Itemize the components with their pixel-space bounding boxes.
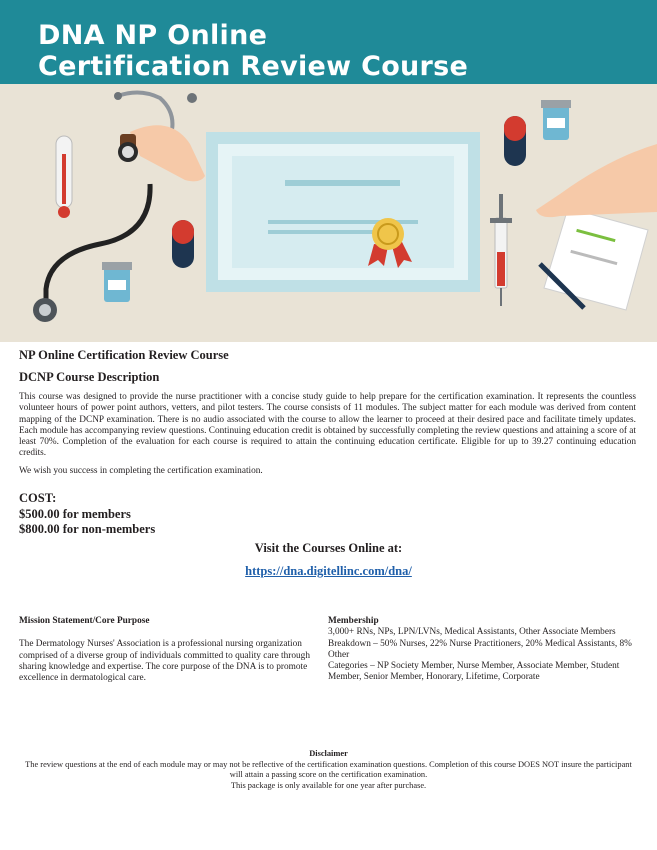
hero-svg [0, 84, 657, 342]
membership-breakdown: Breakdown – 50% Nurses, 22% Nurse Practitioners, 20% Medical Assistants, 8% Other [328, 638, 632, 660]
mission-body: The Dermatology Nurses' Association is a professional nursing organization comprised of a diverse group of individuals committed to quality care through sharing knowledge and expertise. The core purpose of the DNA is to promote excellence in dermatological care. [19, 639, 310, 684]
description-heading: DCNP Course Description [19, 370, 160, 384]
mission-label: Mission Statement/Core Purpose [19, 616, 150, 626]
membership-counts: 3,000+ RNs, NPs, LPN/LVNs, Medical Assistants, Other Associate Members [328, 627, 616, 638]
wristwatch-icon [118, 134, 138, 162]
cost-label: COST: [19, 491, 57, 505]
banner-title-line-2: Certification Review Course [38, 51, 469, 82]
membership-section [328, 616, 633, 684]
wish-text: We wish you success in completing the certification examination. [19, 466, 263, 476]
mission-section [19, 616, 319, 684]
cost-members: $500.00 for members [19, 506, 131, 521]
disclaimer-validity: This package is only available for one year after purchase. [230, 780, 427, 790]
hero-illustration [0, 84, 657, 342]
course-url-link[interactable]: https://dna.digitellinc.com/dna/ [245, 564, 412, 578]
disclaimer-text: The review questions at the end of each module may or may not be reflective of the certification examination questions. Completion of this course DOES NOT insure the participant will attain a passing score on the certification examination. [25, 759, 632, 779]
cost-non-members: $800.00 for non-members [19, 522, 156, 536]
banner-title-line-1: DNA NP Online [38, 20, 268, 51]
title-banner [0, 0, 657, 84]
membership-categories: Categories – NP Society Member, Nurse Member, Associate Member, Student Member, Senior Member, Honorary, Lifetime, Corporate [328, 661, 620, 683]
course-description: This course was designed to provide the nurse practitioner with a concise study guide to help prepare for the certification examination. It represents the countless volunteer hours of power point authors, vetters, and pilot testers. The course consists of 11 modules. The subject matter for each module was derived from content mapping of the DCNP examination. There is no audio associated with the course to allow the learner to proceed at their desired pace and facilitate timely updates. Each module has accompanying review questions. Continuing education credit is obtained by successfully completing the review questions and attaining a score of at least 70%. Completion of the evaluation for each course is required to attain the continuing education certificate. Eligible for up to 39.27 continuing education credits. [19, 392, 636, 459]
disclaimer-section [20, 749, 637, 791]
cost-block [19, 491, 155, 538]
thermometer-icon [56, 136, 72, 218]
visit-link-wrap [0, 564, 657, 579]
certificate-icon [206, 132, 480, 292]
disclaimer-label: Disclaimer [309, 749, 348, 758]
visit-label: Visit the Courses Online at: [254, 541, 403, 555]
membership-label: Membership [328, 616, 379, 626]
course-title: NP Online Certification Review Course [19, 348, 229, 362]
